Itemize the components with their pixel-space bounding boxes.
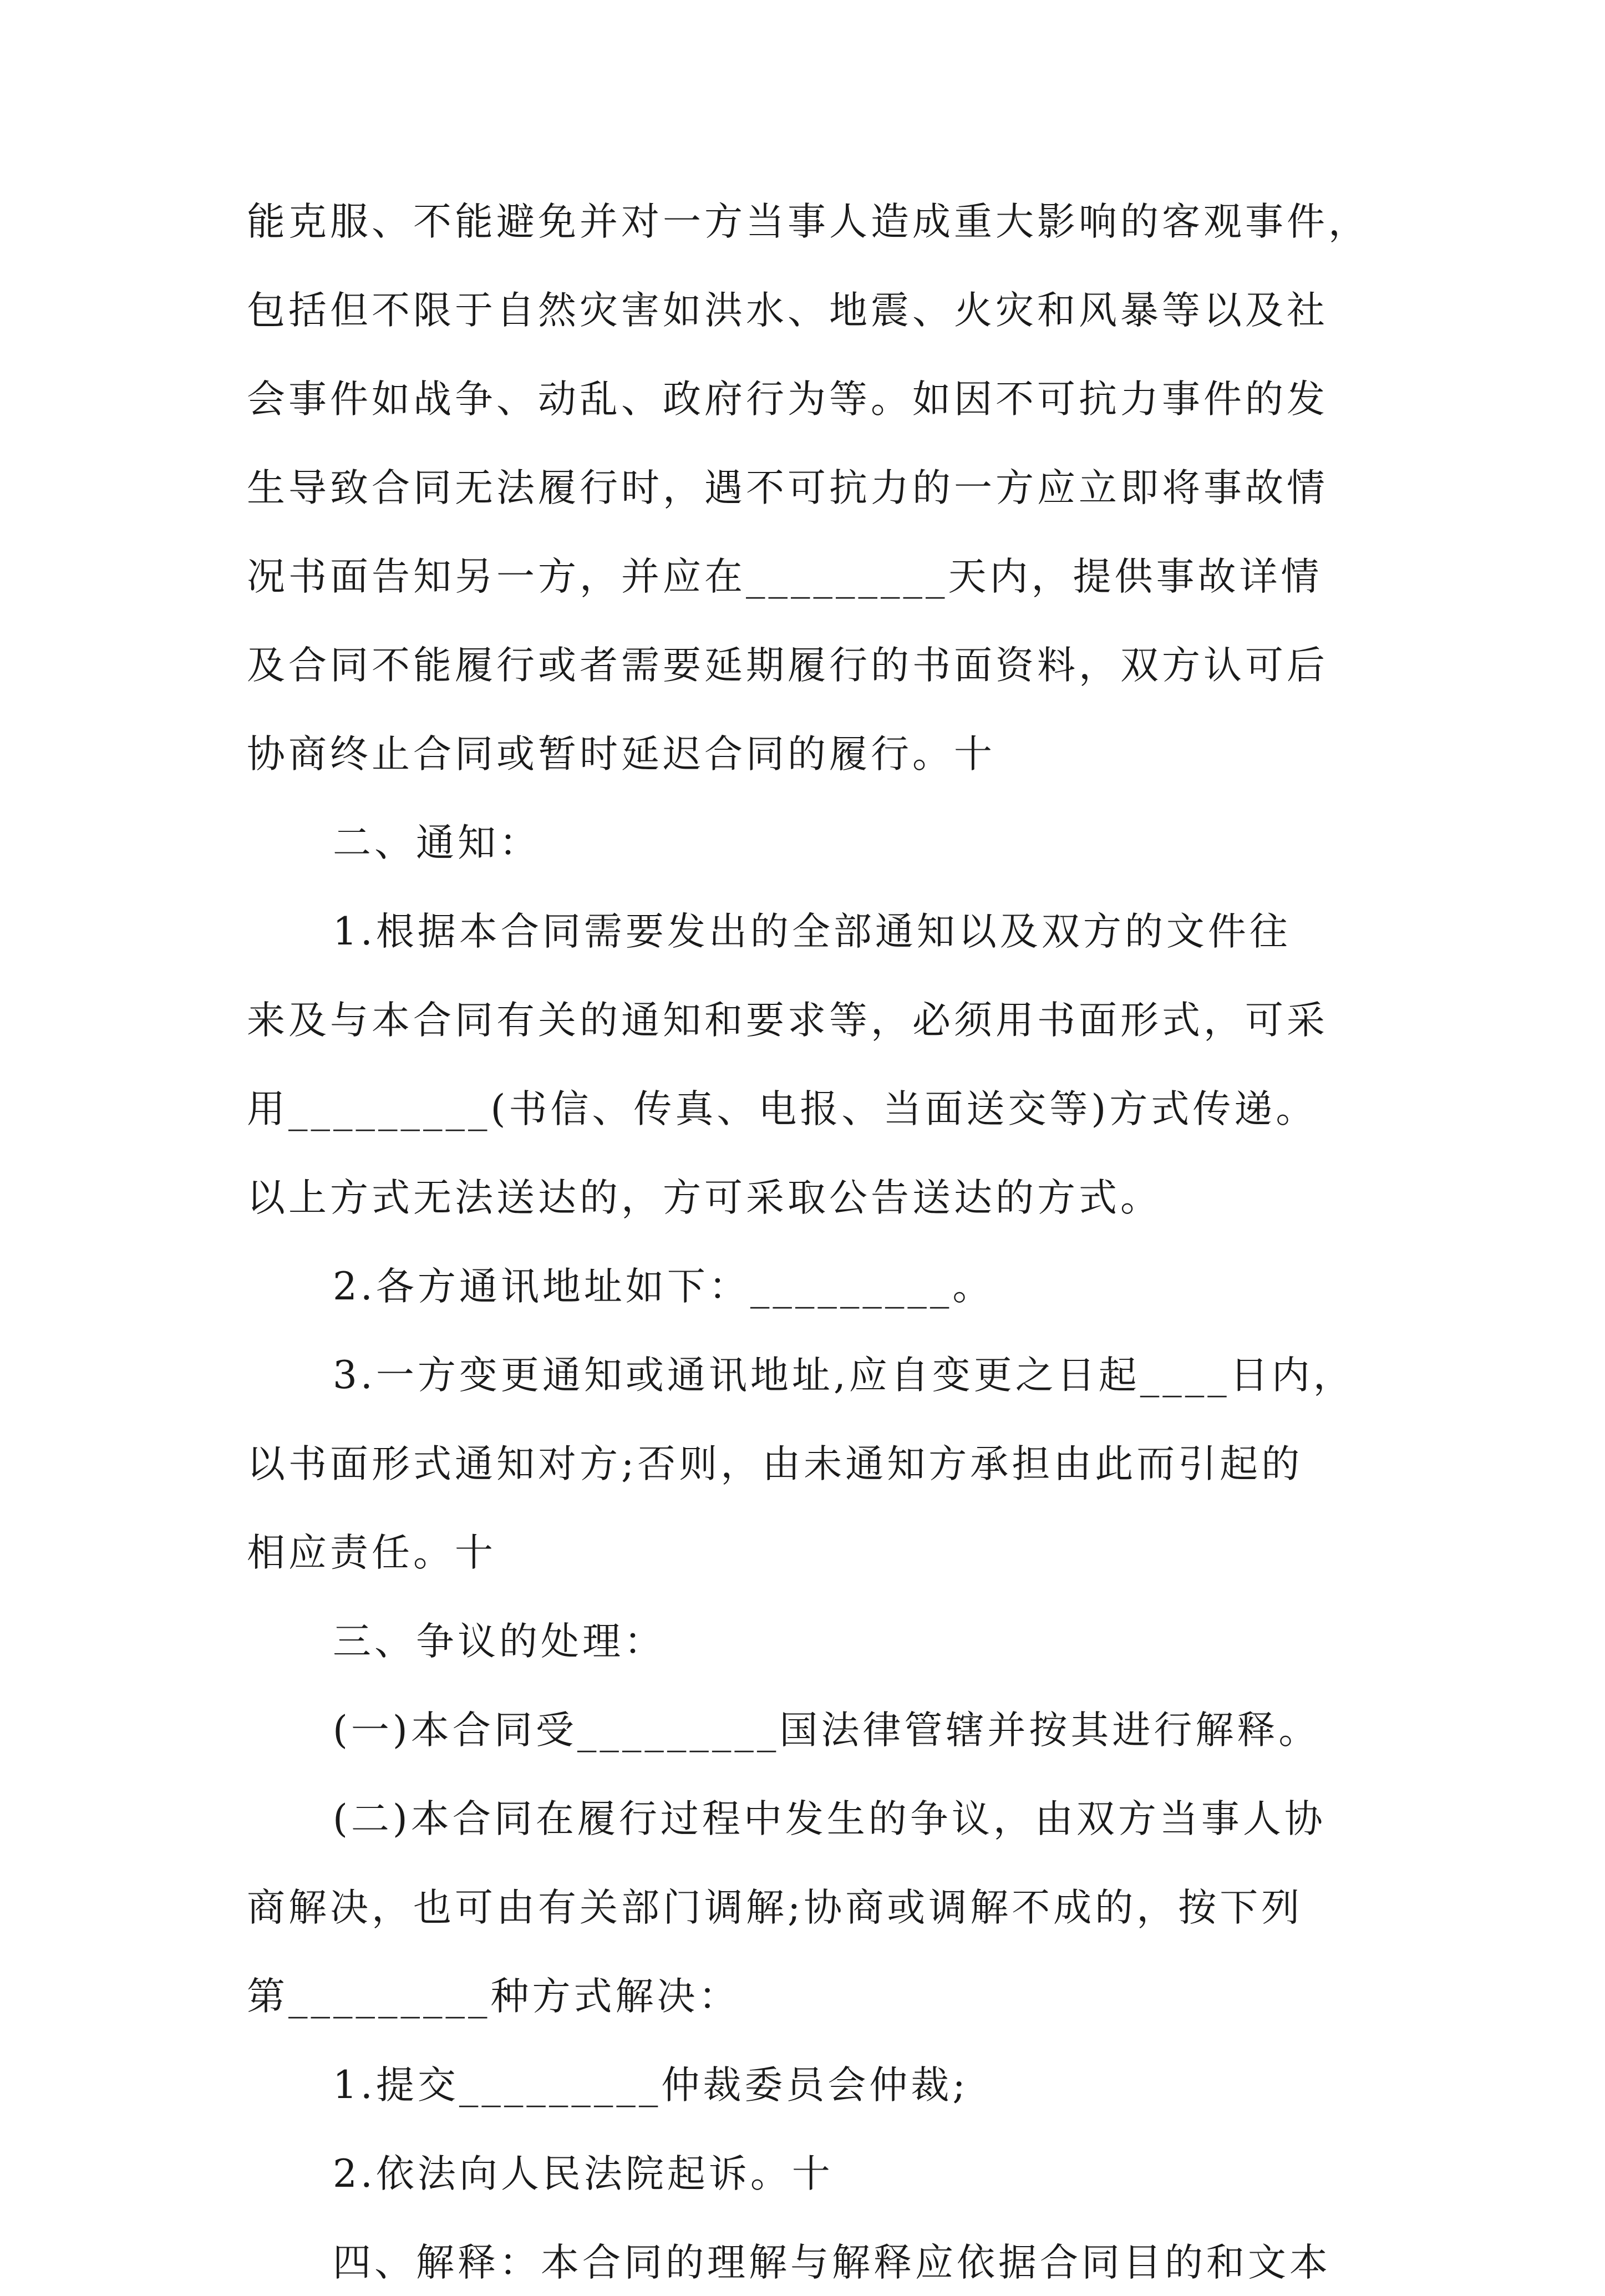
text-line: 协商终止合同或暂时延迟合同的履行。十 xyxy=(247,732,995,776)
text-line: 能克服、不能避免并对一方当事人造成重大影响的客观事件， xyxy=(247,200,1370,244)
text-line: (一)本合同受_________国法律管辖并按其进行解释。 xyxy=(333,1708,1320,1753)
text-line: 四、解释：本合同的理解与解释应依据合同目的和文本 xyxy=(333,2241,1331,2285)
section-heading-notice: 二、通知： xyxy=(333,821,541,865)
text-line: 用_________(书信、传真、电报、当面送交等)方式传递。 xyxy=(247,1087,1318,1131)
text-line: 况书面告知另一方，并应在_________天内，提供事故详情 xyxy=(247,555,1323,599)
text-line: 2.依法向人民法院起诉。十 xyxy=(333,2152,834,2196)
text-line: 2.各方通讯地址如下：_________。 xyxy=(333,1264,994,1309)
section-heading-dispute: 三、争议的处理： xyxy=(333,1619,666,1664)
text-line: 1.提交_________仲裁委员会仲裁; xyxy=(333,2063,969,2107)
text-line: 包括但不限于自然灾害如洪水、地震、火灾和风暴等以及社 xyxy=(247,288,1328,333)
text-line: 1.根据本合同需要发出的全部通知以及双方的文件往 xyxy=(333,910,1291,954)
text-line: 3.一方变更通知或通讯地址,应自变更之日起____日内， xyxy=(333,1353,1355,1398)
text-line: 来及与本合同有关的通知和要求等，必须用书面形式，可采 xyxy=(247,998,1328,1043)
text-line: 及合同不能履行或者需要延期履行的书面资料，双方认可后 xyxy=(247,643,1328,688)
text-line: 以书面形式通知对方;否则，由未通知方承担由此而引起的 xyxy=(247,1442,1303,1486)
text-line: 会事件如战争、动乱、政府行为等。如因不可抗力事件的发 xyxy=(247,377,1328,421)
text-line: 商解决，也可由有关部门调解;协商或调解不成的，按下列 xyxy=(247,1886,1303,1930)
text-line: 相应责任。十 xyxy=(247,1531,496,1575)
text-line: 第_________种方式解决： xyxy=(247,1974,740,2019)
text-line: 生导致合同无法履行时，遇不可抗力的一方应立即将事故情 xyxy=(247,466,1328,510)
text-line: (二)本合同在履行过程中发生的争议，由双方当事人协 xyxy=(333,1797,1326,1841)
text-line: 以上方式无法送达的，方可采取公告送达的方式。 xyxy=(247,1176,1162,1220)
